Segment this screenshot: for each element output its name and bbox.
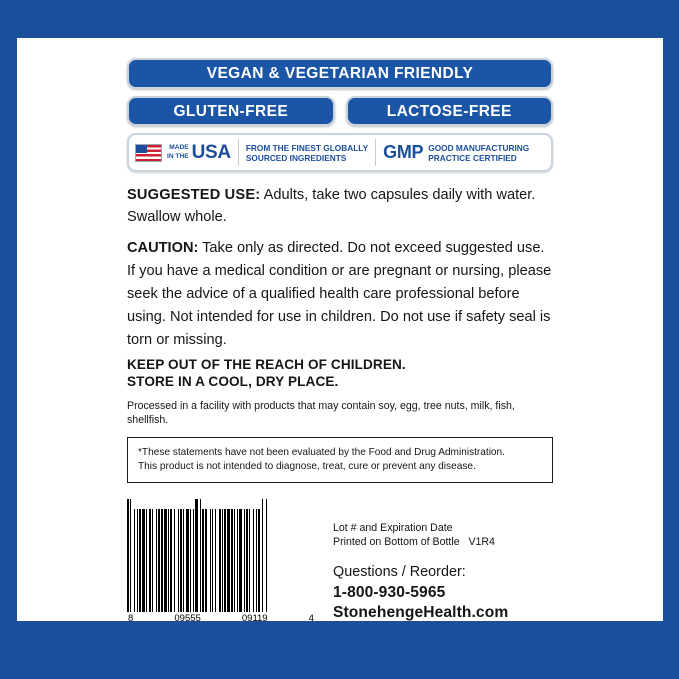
disclaimer-line2: This product is not intended to diagnose, treat, cure or prevent any disease. (138, 460, 476, 472)
caution-paragraph (127, 237, 553, 352)
usa-flag-icon (135, 144, 162, 162)
made-in-text (167, 144, 189, 161)
made-in-line2: IN THE (167, 152, 189, 160)
lot-printed-text: Printed on Bottom of Bottle (333, 536, 460, 548)
disclaimer-line1: *These statements have not been evaluated by the Food and Drug Administration. (138, 447, 505, 458)
label-version: V1R4 (468, 536, 495, 548)
made-in-line1: MADE (169, 144, 189, 151)
barcode-group2: 09119 (241, 613, 268, 624)
gmp-certified-text (428, 143, 529, 163)
barcode-left-digit: 8 (128, 613, 134, 624)
label-right-border (663, 0, 679, 679)
upc-barcode-icon (127, 499, 315, 612)
label-left-border (0, 0, 17, 679)
allergen-facility-note: Processed in a facility with products that may contain soy, egg, tree nuts, milk, fish, shellfish. (127, 400, 515, 426)
badge-vegan-vegetarian: VEGAN & VEGETARIAN FRIENDLY (127, 58, 553, 89)
keep-out-line2: STORE IN A COOL, DRY PLACE. (127, 373, 339, 389)
barcode-right-digit: 4 (308, 613, 314, 624)
made-in-usa-mark (167, 143, 231, 162)
directions-section (17, 172, 663, 483)
fda-disclaimer-box (127, 437, 553, 483)
barcode-group1: 09555 (174, 613, 201, 624)
suggested-use-label: SUGGESTED USE: (127, 187, 261, 203)
contact-block (315, 499, 508, 623)
label-bottom-border (0, 621, 679, 679)
website-url[interactable]: StonehengeHealth.com (333, 603, 509, 621)
barcode-digits (127, 613, 315, 624)
caution-text: Take only as directed. Do not exceed suggested use. If you have a medical condition or are pregnant or nursing, please seek the advice of a qualified health care professional before using. Not intended for use in children. Do not use if safety seal is torn or missing. (127, 240, 552, 348)
label-content (17, 38, 663, 624)
questions-label: Questions / Reorder: (333, 564, 466, 580)
suggested-use-paragraph (127, 185, 553, 228)
globally-sourced-text (246, 143, 368, 163)
usa-text: USA (191, 142, 231, 163)
keep-out-warning (127, 357, 553, 390)
phone-number[interactable]: 1-800-930-5965 (333, 583, 446, 601)
seal-divider-2 (375, 139, 376, 166)
keep-out-line1: KEEP OUT OF THE REACH OF CHILDREN. (127, 357, 406, 372)
bottom-section (17, 483, 663, 624)
badge-gluten-free: GLUTEN-FREE (127, 96, 335, 126)
suggested-use-text: Adults, take two capsules daily with water. Swallow whole. (127, 187, 536, 225)
gmp-text: GMP (383, 142, 424, 162)
caution-label: CAUTION: (127, 240, 199, 256)
badge-lactose-free: LACTOSE-FREE (346, 96, 554, 126)
lot-line-1: Lot # and Expiration Date (333, 522, 453, 534)
label-top-border (0, 0, 679, 38)
gmp-line1: GOOD MANUFACTURING (428, 142, 530, 153)
gmp-line2: PRACTICE CERTIFIED (428, 152, 517, 163)
seal-divider-1 (238, 139, 239, 166)
barcode-block (127, 499, 315, 624)
lot-line-2 (333, 535, 508, 549)
badge-group (17, 38, 663, 172)
certification-bar (127, 133, 553, 172)
globally-sourced-line1: FROM THE FINEST GLOBALLY (245, 142, 369, 153)
globally-sourced-line2: SOURCED INGREDIENTS (245, 152, 347, 163)
badge-row (127, 96, 553, 126)
